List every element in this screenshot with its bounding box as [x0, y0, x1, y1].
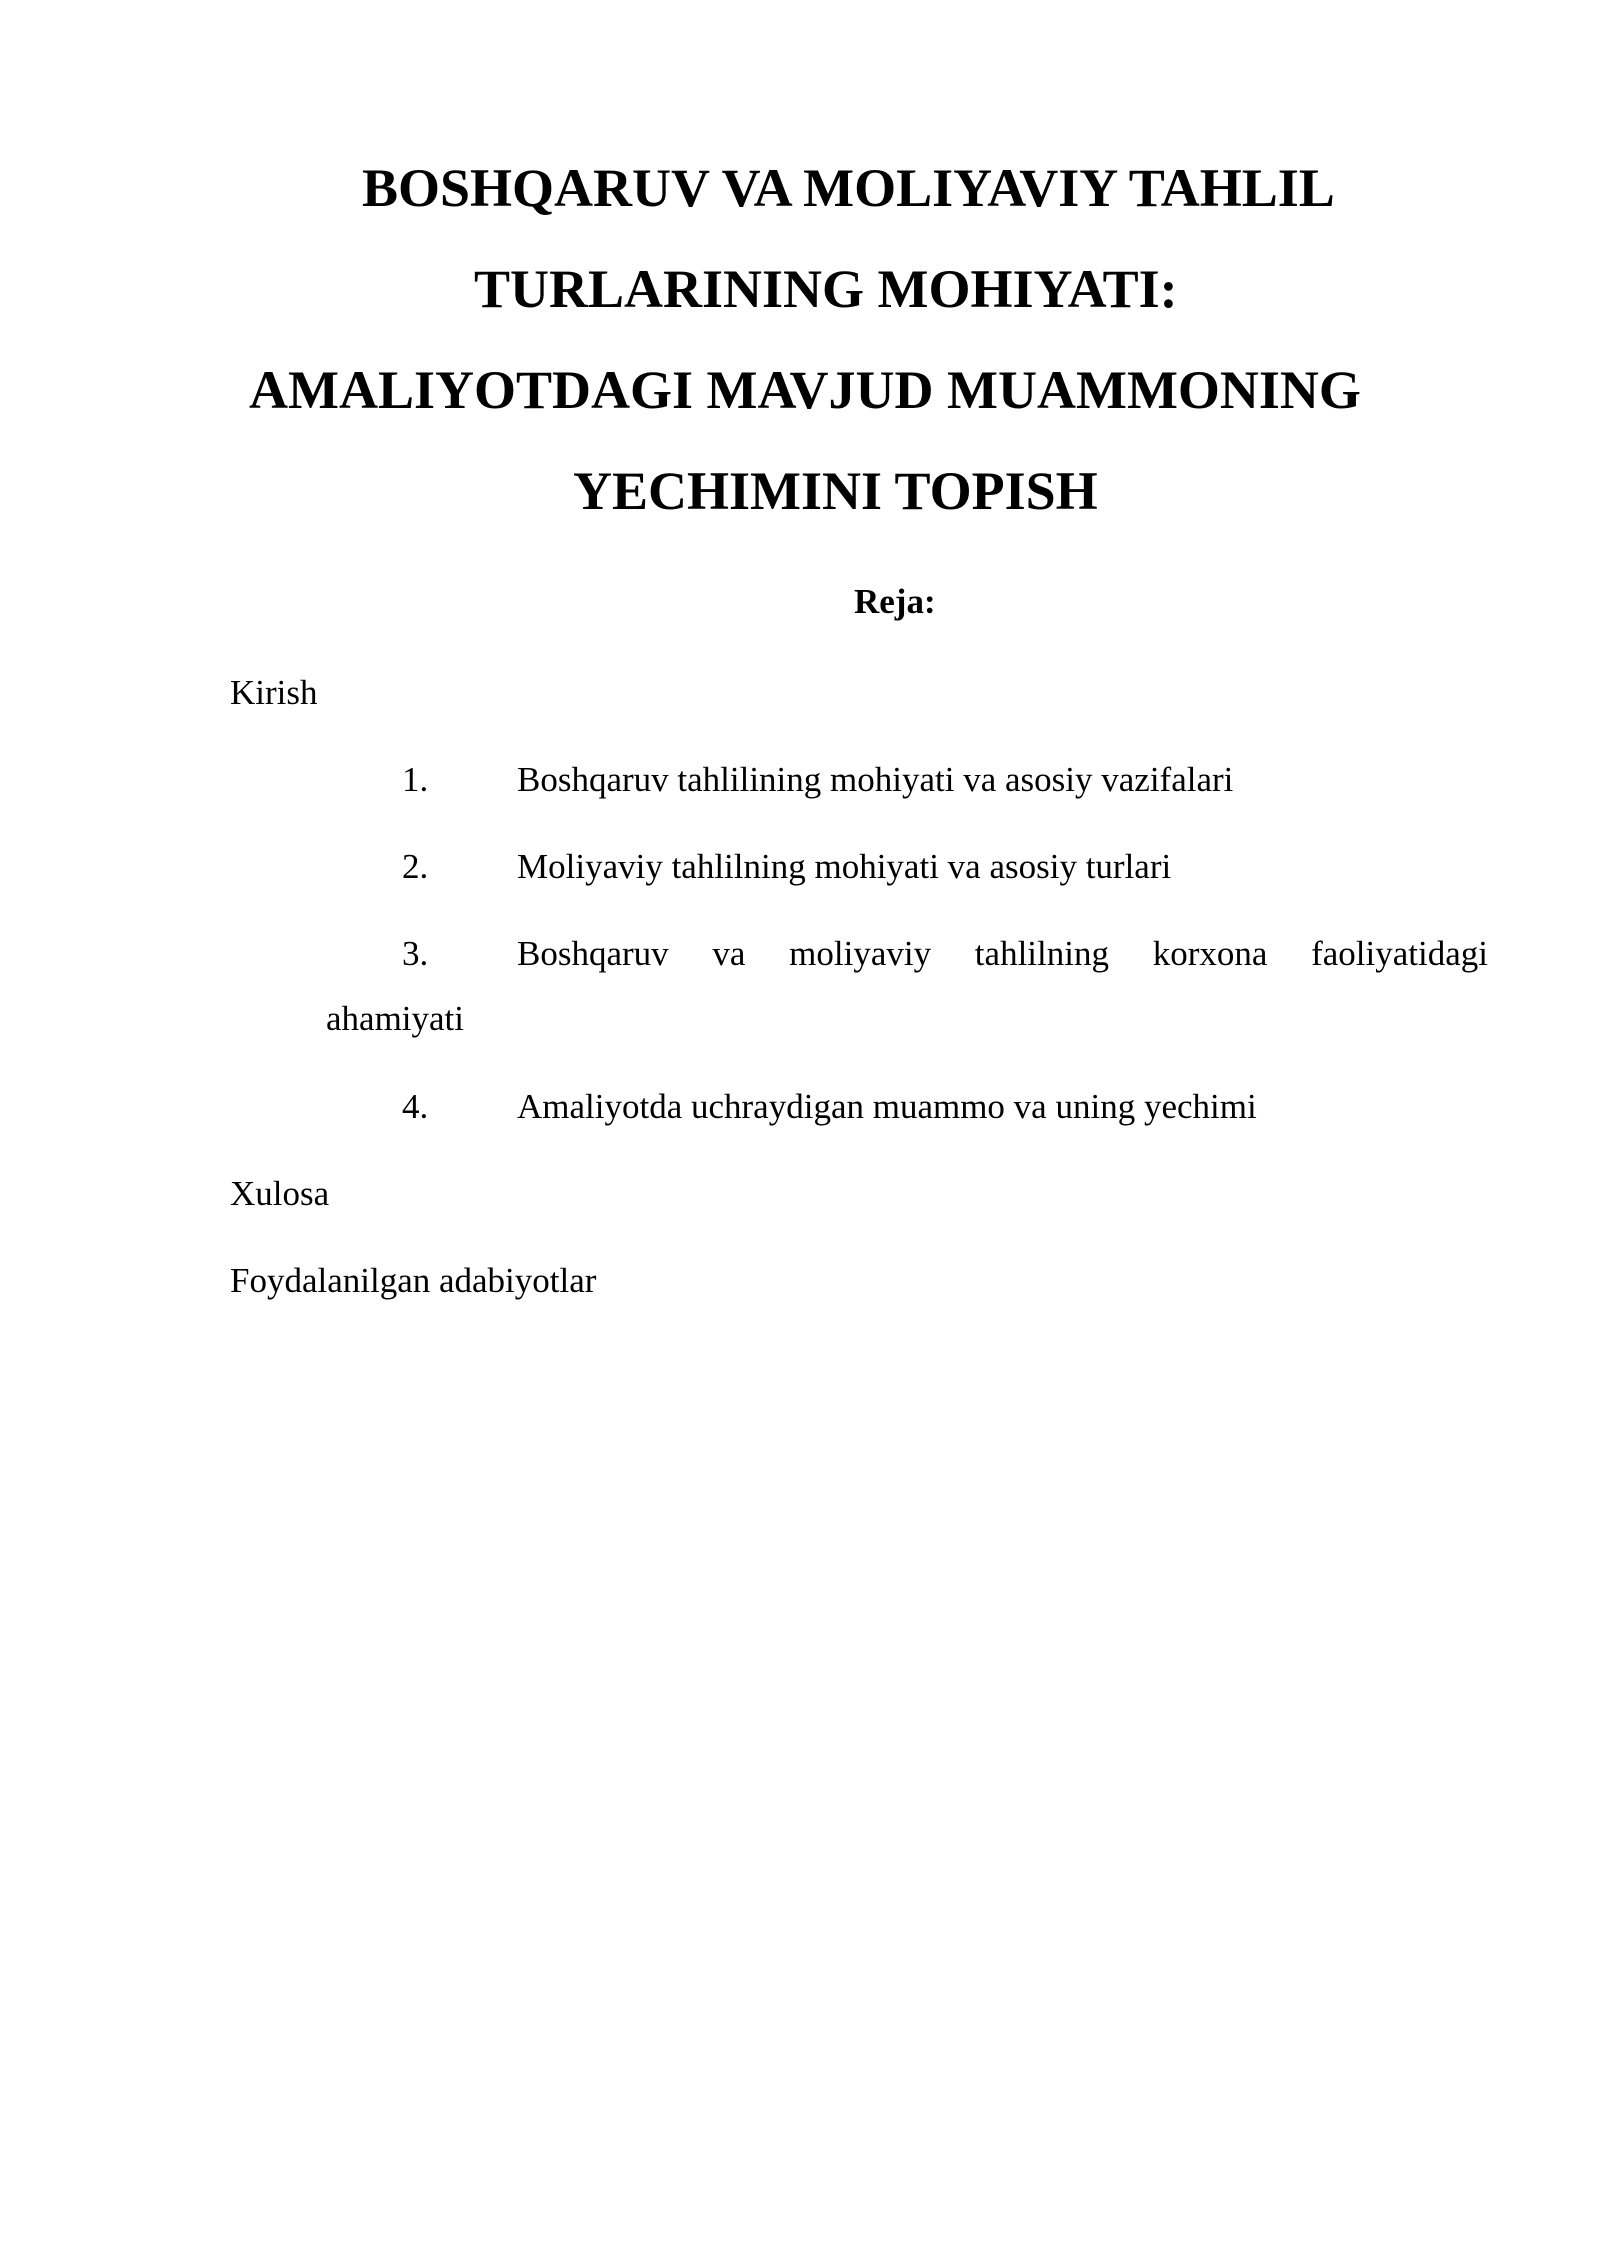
title-line-3: AMALIYOTDAGI MAVJUD MUAMMONING [249, 360, 1361, 420]
item-4-number: 4. [402, 1087, 429, 1126]
title-line-1: BOSHQARUV VA MOLIYAVIY TAHLIL [362, 158, 1335, 218]
title-line-2: TURLARINING MOHIYATI: [474, 259, 1178, 319]
item-3-number: 3. [402, 934, 429, 973]
item-2-text: Moliyaviy tahlilning mohiyati va asosiy turlari [517, 847, 1172, 886]
item-3-text: Boshqaruv va moliyaviy tahlilning korxona faoliyatidagi [517, 934, 1488, 973]
item-2-number: 2. [402, 847, 429, 886]
item-3-continuation: ahamiyati [326, 999, 465, 1038]
title-line-4: YECHIMINI TOPISH [573, 461, 1098, 521]
item-1-text: Boshqaruv tahlilining mohiyati va asosiy vazifalari [517, 760, 1234, 799]
references-text: Foydalanilgan adabiyotlar [230, 1261, 597, 1300]
item-4-text: Amaliyotda uchraydigan muammo va uning yechimi [517, 1087, 1257, 1126]
plan-heading: Reja: [854, 582, 936, 621]
item-1-number: 1. [402, 760, 429, 799]
intro-text: Kirish [230, 673, 318, 712]
conclusion-text: Xulosa [230, 1174, 330, 1213]
